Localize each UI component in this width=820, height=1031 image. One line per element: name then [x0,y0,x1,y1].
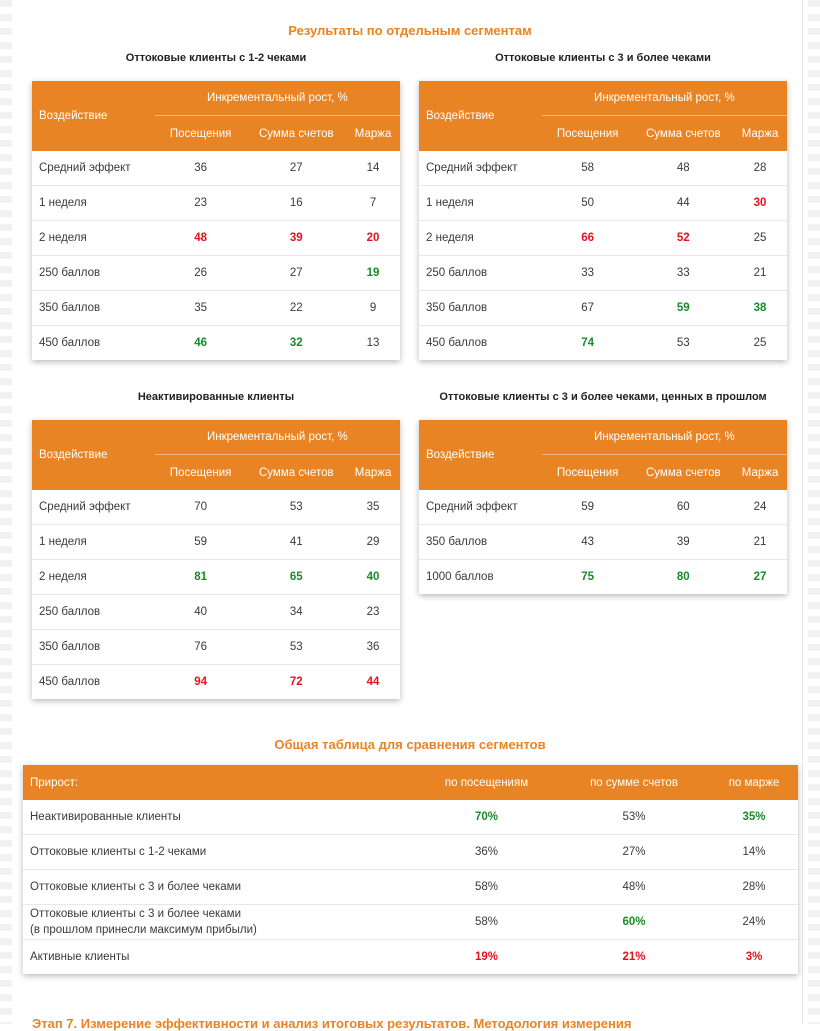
cell-sum: 53% [558,800,710,835]
cell-visits: 48 [155,221,247,256]
cell-sum: 53 [247,630,347,665]
header-by-margin: по марже [710,765,798,800]
cell-margin: 44 [366,676,380,688]
segment-title: Неактивированные клиенты [137,391,295,403]
cell-margin: 28% [710,870,798,905]
header-by-sum: по сумме счетов [558,765,710,800]
segment-table [419,81,787,360]
table-row [23,940,798,975]
cell-margin: 29 [346,525,400,560]
cell-sum: 34 [247,595,347,630]
cell-margin: 14% [710,835,798,870]
row-label: Активные клиенты [30,951,130,963]
cell-margin: 25 [753,337,767,349]
header-margin: Маржа [733,116,787,152]
segment-title: Оттоковые клиенты с 3 и более чеками, ценных в прошлом [439,391,767,403]
row-label: Средний эффект [419,151,542,186]
table-row [32,595,400,630]
cell-margin: 38 [733,291,787,326]
row-label-line-2: (в прошлом принесли максимум прибыли) [30,924,257,936]
segment-block-4 [419,386,787,594]
cell-sum: 48% [558,870,710,905]
table-row [32,665,400,700]
row-label: 1 неделя [419,186,542,221]
header-incremental-growth: Инкрементальный рост, % [542,420,787,455]
cell-margin: 35% [710,800,798,835]
row-label: 250 баллов [419,256,542,291]
page-right-margin [808,0,820,1024]
cell-sum: 39 [247,221,347,256]
cell-sum: 72 [289,676,303,688]
page-left-margin [0,0,12,1024]
cell-sum: 60% [558,905,710,940]
cell-visits: 58% [415,905,558,940]
cell-visits: 59 [155,525,247,560]
segment-block-2 [419,47,787,360]
table-row [32,630,400,665]
segment-title: Оттоковые клиенты с 3 и более чеками [495,52,711,64]
cell-visits: 35 [155,291,247,326]
table-row [419,256,787,291]
cell-visits: 58% [415,870,558,905]
header-visits: Посещения [542,116,634,152]
row-label: Средний эффект [32,490,155,525]
cell-margin: 30 [733,186,787,221]
header-visits: Посещения [155,455,247,491]
row-label: 250 баллов [32,256,155,291]
cell-margin: 25 [733,221,787,256]
header-action: Воздействие [419,81,542,151]
section-title-segments: Результаты по отдельным сегментам [288,23,532,38]
cell-margin: 21 [733,525,787,560]
cell-sum: 52 [634,221,734,256]
segment-table [32,81,400,360]
cell-visits: 74 [581,337,594,349]
table-row [23,835,798,870]
row-label [23,905,415,940]
table-row [32,291,400,326]
header-sum: Сумма счетов [247,116,347,152]
cell-sum: 16 [247,186,347,221]
cell-sum: 60 [634,490,734,525]
table-row [419,291,787,326]
segment-table [419,420,787,594]
header-incremental-growth: Инкрементальный рост, % [542,81,787,116]
table-row [32,221,400,256]
header-action: Воздействие [32,420,155,490]
row-label: 350 баллов [32,630,155,665]
row-label: 2 неделя [419,221,542,256]
segment-block-1 [32,47,400,360]
cell-visits: 33 [542,256,634,291]
header-by-visits: по посещениям [415,765,558,800]
table-row [32,490,400,525]
cell-margin: 14 [346,151,400,186]
cell-sum: 27% [558,835,710,870]
header-sum: Сумма счетов [634,116,734,152]
cell-margin: 27 [753,571,767,583]
segment-table [32,420,400,699]
cell-margin: 3% [745,951,763,963]
cell-sum: 39 [634,525,734,560]
header-growth: Прирост: [23,765,415,800]
cell-sum: 32 [289,337,303,349]
table-row [419,221,787,256]
row-label: Средний эффект [419,490,542,525]
header-visits: Посещения [155,116,247,152]
row-label: 350 баллов [419,525,542,560]
row-label: 1 неделя [32,525,155,560]
table-row [32,256,400,291]
cell-margin: 24% [710,905,798,940]
cell-visits: 26 [155,256,247,291]
cell-visits: 75 [581,571,594,583]
segment-block-3 [32,386,400,699]
cell-visits: 70 [155,490,247,525]
table-row [32,151,400,186]
row-label-line-1: Оттоковые клиенты с 3 и более чеками [30,908,242,920]
cell-margin: 23 [346,595,400,630]
row-label: 450 баллов [426,337,488,349]
cell-visits: 81 [155,560,247,595]
table-row [23,905,798,940]
header-action: Воздействие [32,81,155,151]
header-margin: Маржа [346,116,400,152]
table-row [419,151,787,186]
table-row [23,870,798,905]
cell-margin: 19 [346,256,400,291]
cell-sum: 80 [676,571,690,583]
table-row [32,186,400,221]
cell-visits: 50 [542,186,634,221]
row-label: 450 баллов [39,676,101,688]
row-label: 350 баллов [32,291,155,326]
row-label: 1 неделя [32,186,155,221]
cell-sum: 53 [247,490,347,525]
cell-margin: 20 [346,221,400,256]
cell-sum: 21% [622,951,646,963]
table-row [419,490,787,525]
cell-visits: 58 [542,151,634,186]
header-margin: Маржа [346,455,400,491]
cell-visits: 36 [155,151,247,186]
cell-sum: 59 [634,291,734,326]
cell-margin: 9 [346,291,400,326]
table-row [419,560,787,595]
row-label: 350 баллов [419,291,542,326]
section-title-comparison: Общая таблица для сравнения сегментов [274,737,546,752]
header-action: Воздействие [419,420,542,490]
table-row [23,800,798,835]
row-label: Неактивированные клиенты [23,800,415,835]
cell-margin: 7 [346,186,400,221]
header-incremental-growth: Инкрементальный рост, % [155,81,400,116]
cell-margin: 40 [346,560,400,595]
cell-visits: 19% [474,951,499,963]
cell-sum: 53 [676,337,690,349]
row-label: Оттоковые клиенты с 3 и более чеками [23,870,415,905]
cell-visits: 36% [415,835,558,870]
header-visits: Посещения [542,455,634,491]
cell-margin: 21 [733,256,787,291]
cell-visits: 40 [155,595,247,630]
cell-visits: 46 [194,337,207,349]
table-row [32,326,400,361]
cell-sum: 48 [634,151,734,186]
cell-margin: 36 [346,630,400,665]
cell-visits: 70% [415,800,558,835]
table-row [32,560,400,595]
cell-margin: 28 [733,151,787,186]
header-sum: Сумма счетов [247,455,347,491]
cell-sum: 27 [247,151,347,186]
cell-visits: 43 [542,525,634,560]
cell-sum: 41 [247,525,347,560]
cell-sum: 27 [247,256,347,291]
table-row [419,186,787,221]
next-section-title: Этап 7. Измерение эффективности и анализ итоговых результатов. Методология измерения [32,1016,632,1031]
cell-visits: 76 [155,630,247,665]
segment-title: Оттоковые клиенты с 1-2 чеками [125,52,307,64]
header-sum: Сумма счетов [634,455,734,491]
cell-sum: 65 [247,560,347,595]
cell-sum: 44 [634,186,734,221]
row-label: Средний эффект [32,151,155,186]
cell-visits: 67 [542,291,634,326]
cell-visits: 23 [155,186,247,221]
row-label: Оттоковые клиенты с 1-2 чеками [23,835,415,870]
cell-sum: 33 [634,256,734,291]
cell-margin: 35 [346,490,400,525]
header-margin: Маржа [733,455,787,491]
table-row [32,525,400,560]
cell-visits: 59 [542,490,634,525]
row-label: 450 баллов [39,337,101,349]
cell-margin: 13 [366,337,380,349]
row-label: 1000 баллов [426,571,494,583]
table-row [419,525,787,560]
table-row [419,326,787,361]
cell-sum: 22 [247,291,347,326]
row-label: 250 баллов [32,595,155,630]
header-incremental-growth: Инкрементальный рост, % [155,420,400,455]
row-label: 2 неделя [32,221,155,256]
cell-visits: 66 [542,221,634,256]
cell-margin: 24 [733,490,787,525]
row-label: 2 неделя [32,560,155,595]
comparison-table [23,765,798,974]
cell-visits: 94 [194,676,207,688]
